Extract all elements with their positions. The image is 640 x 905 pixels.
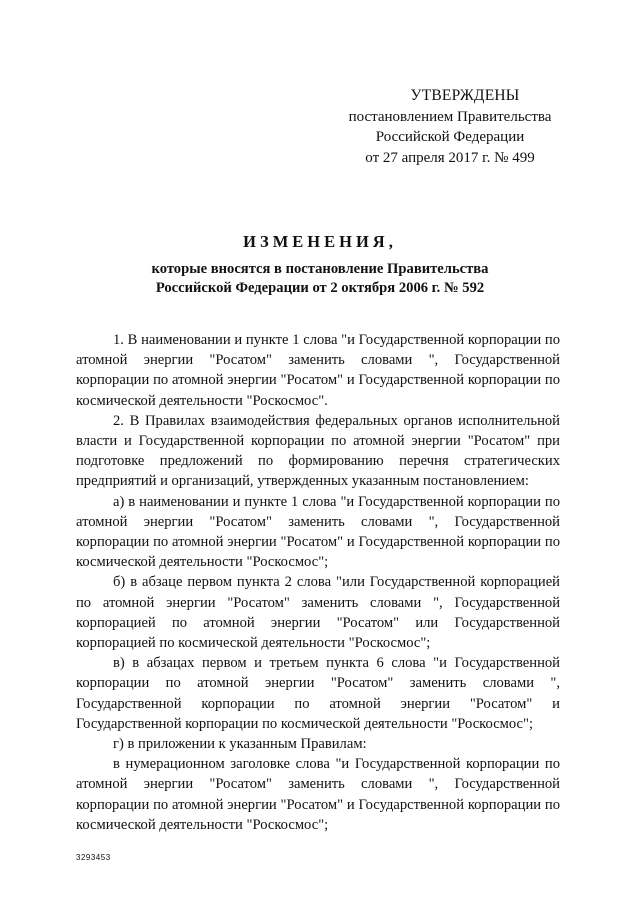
document-subtitle [0,260,640,298]
body-paragraph: а) в наименовании и пункте 1 слова "и Государственной корпорации по атомной энергии "Росатом" заменить словами ", Государственной корпорации по атомной энергии "Росатом" и Государственной корпорации по космической деятельности "Роскосмос"; [76,493,560,571]
subtitle-line: которые вносятся в постановление Правительства [151,261,489,277]
approval-line: Российской Федерации [375,129,525,145]
document-title: ИЗМЕНЕНИЯ, [243,232,397,251]
body-paragraph: 1. В наименовании и пункте 1 слова "и Государственной корпорации по атомной энергии "Росатом" заменить словами ", Государственной корпорации по атомной энергии "Росатом" и Государственной корпорации по космической деятельности "Роскосмос". [76,332,560,409]
approval-heading: УТВЕРЖДЕНЫ [410,87,520,104]
body-paragraph: в нумерационном заголовке слова "и Государственной корпорации по атомной энергии "Росатом" заменить словами ", Государственной корпорации по атомной энергии "Росатом" и Государственной корпорации по космической деятельности "Роскосмос"; [76,756,560,833]
body-paragraph: 2. В Правилах взаимодействия федеральных органов исполнительной власти и Государственной корпорации по атомной энергии "Росатом" при подготовке предложений по формированию перечня стратегических предприятий и организаций, утвержденных указанным постановлением: [76,412,560,490]
body-paragraph: б) в абзаце первом пункта 2 слова "или Государственной корпорацией по атомной энергии "Росатом" заменить словами ", Государственной корпорацией по атомной энергии "Росатом" или Государственной корпорацией по космической деятельности "Роскосмос"; [76,574,560,652]
body-paragraph: г) в приложении к указанным Правилам: [113,736,367,753]
document-code: 3293453 [76,853,111,862]
approval-block [330,86,570,168]
document-body [76,330,560,835]
approval-line: постановлением Правительства [348,108,552,125]
approval-line: от 27 апреля 2017 г. № 499 [365,149,535,166]
body-paragraph: в) в абзацах первом и третьем пункта 6 слова "и Государственной корпорации по атомной энергии "Росатом" заменить словами ", Государственной корпорации по атомной энергии "Росатом" и Государственной корпорации по космической деятельности "Роскосмос"; [76,655,560,732]
subtitle-line: Российской Федерации от 2 октября 2006 г. № 592 [155,280,485,296]
